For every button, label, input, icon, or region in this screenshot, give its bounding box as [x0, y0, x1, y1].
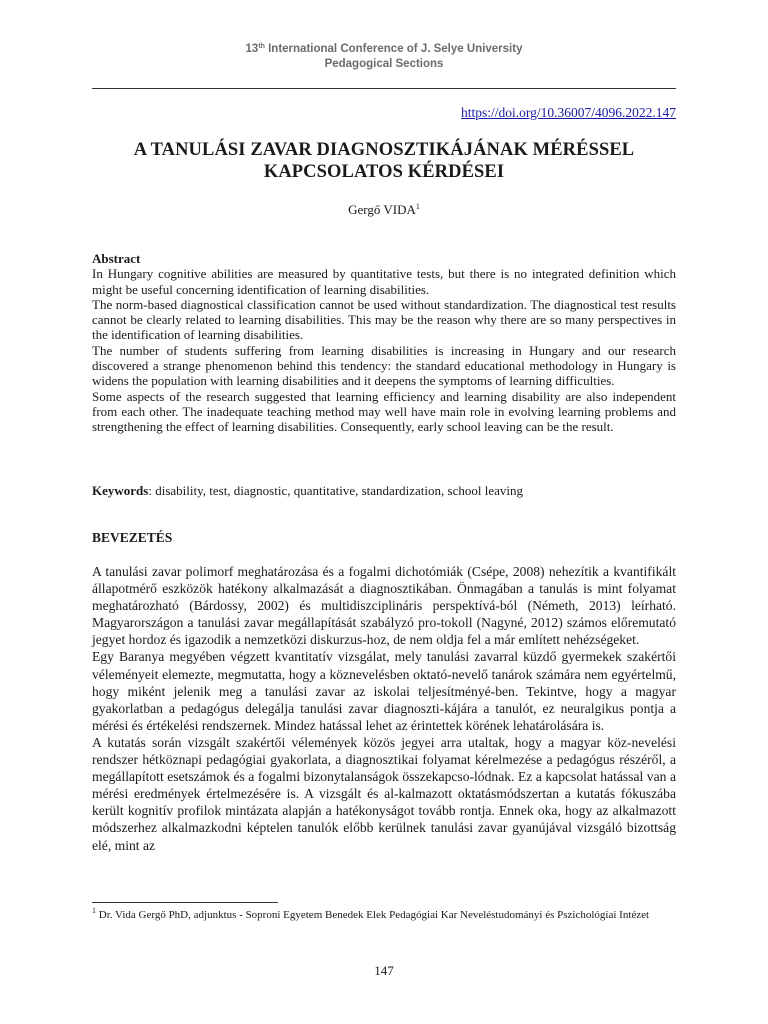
footnote-divider: [92, 902, 278, 903]
abstract-heading: Abstract: [92, 251, 141, 266]
footnote: [92, 907, 676, 923]
conference-header: [92, 42, 676, 72]
doi-link[interactable]: https://doi.org/10.36007/4096.2022.147: [460, 105, 676, 120]
page-number: 147: [374, 963, 394, 978]
footnote-text: Dr. Vida Gergő PhD, adjunktus - Soproni Egyetem Benedek Elek Pedagógiai Kar Neveléstudományi és Pszichológiai Intézet: [96, 909, 650, 921]
conference-sections: Pedagogical Sections: [324, 58, 444, 70]
body-text: [92, 563, 676, 854]
abstract: [92, 251, 676, 435]
title-line-2: KAPCSOLATOS KÉRDÉSEI: [263, 162, 505, 182]
body-paragraph: A kutatás során vizsgált szakértői vélemények közös jegyei arra utaltak, hogy a magyar köz-nevelési rendszer hétköznapi pedagógiai gyakorlata, a diagnosztikai folyamat kérelmezése a pedagógus részéről, a megállapított esetszámok és a fogalmi bizonytalanságok összekapcso-lódnak. Ez a kapcsolat hatással van a mérési eredmények értelmezésére is. A vizsgált és al-kalmazott oktatásmódszertan a kutatás fókuszába került kognitív profilok mintázata alapján a hatékonyságot tovább rontja. Ennek oka, hogy az alkalmazott módszerhez alkalmazkodni képtelen tanulók előbb kerülnek tanulási zavar gyanújával vizsgáló bizottság elé, mint az: [92, 734, 676, 853]
paper-title: [92, 139, 676, 183]
body-paragraph: A tanulási zavar polimorf meghatározása és a fogalmi dichotómiák (Csépe, 2008) nehezítik a kvantifikált állapotmérő eszközök hatékony alkalmazását a diagnosztikában. Önmagában a tanulás is mint folyamat meghatározható (Bárdossy, 2002) és multidiszciplináris perspektívá-ból (Németh, 2013) leírható. Magyarországon a tanulási zavar megállapítását szabályzó pro-tokoll (Nagyné, 2012) számos előremutató jegyet hordoz és igazodik a nemzetközi diskurzus-hoz, de nem oldja fel a már említett nehézségeket.: [92, 564, 676, 648]
keywords-label: Keywords: [92, 483, 149, 498]
abstract-paragraph: The norm-based diagnostical classification cannot be used without standardization. The diagnostical test results cannot be clearly related to learning disabilities. This may be the reason why there are so many perspectives in the identification of learning disabilities.: [92, 296, 676, 343]
abstract-paragraph: Some aspects of the research suggested that learning efficiency and learning disability are also independent from each other. The inadequate teaching method may well have main role in evolving learning problems and strengthening the effect of learning disabilities. Consequently, early school leaving can be the result.: [92, 388, 676, 435]
author-line: [92, 202, 676, 218]
header-divider: [92, 88, 676, 89]
abstract-paragraph: In Hungary cognitive abilities are measured by quantitative tests, but there is no integrated definition which might be useful concerning identification of learning disabilities.: [92, 266, 676, 297]
title-line-1: A TANULÁSI ZAVAR DIAGNOSZTIKÁJÁNAK MÉRÉSSEL: [133, 140, 635, 160]
conference-name: 13th International Conference of J. Selye University: [245, 43, 523, 55]
footnote-mark: 1: [92, 906, 96, 915]
keywords: [92, 483, 676, 499]
abstract-paragraph: The number of students suffering from learning disabilities is increasing in Hungary and our research discovered a strange phenomenon behind this tendency: the standard educational methodology in Hungary is widens the population with learning disabilities and it deepens the symptoms of learning difficulties.: [92, 342, 676, 389]
author-name: Gergő VIDA: [348, 202, 416, 217]
author-footnote-mark: 1: [415, 202, 420, 211]
body-paragraph: Egy Baranya megyében végzett kvantitatív vizsgálat, mely tanulási zavarral küzdő gyermekek szakértői véleményeit elemezte, megmutatta, hogy a köznevelésben oktató-nevelő tanárok számára nem egyértelmű, hogy miként jelenik meg a tanulási zavar az iskolai teljesítményé-ben. Tekintve, hogy a magyar gyakorlatban a pedagógus delegálja tanulási zavar diagnoszti-kájára a tanulót, ez neuralgikus pontja a mérési és értékelési rendszernek. Mindez hatással lehet az érintettek körének lehatárolására is.: [92, 649, 676, 733]
keywords-text: : disability, test, diagnostic, quantitative, standardization, school leaving: [148, 483, 523, 498]
section-heading: BEVEZETÉS: [92, 530, 173, 545]
